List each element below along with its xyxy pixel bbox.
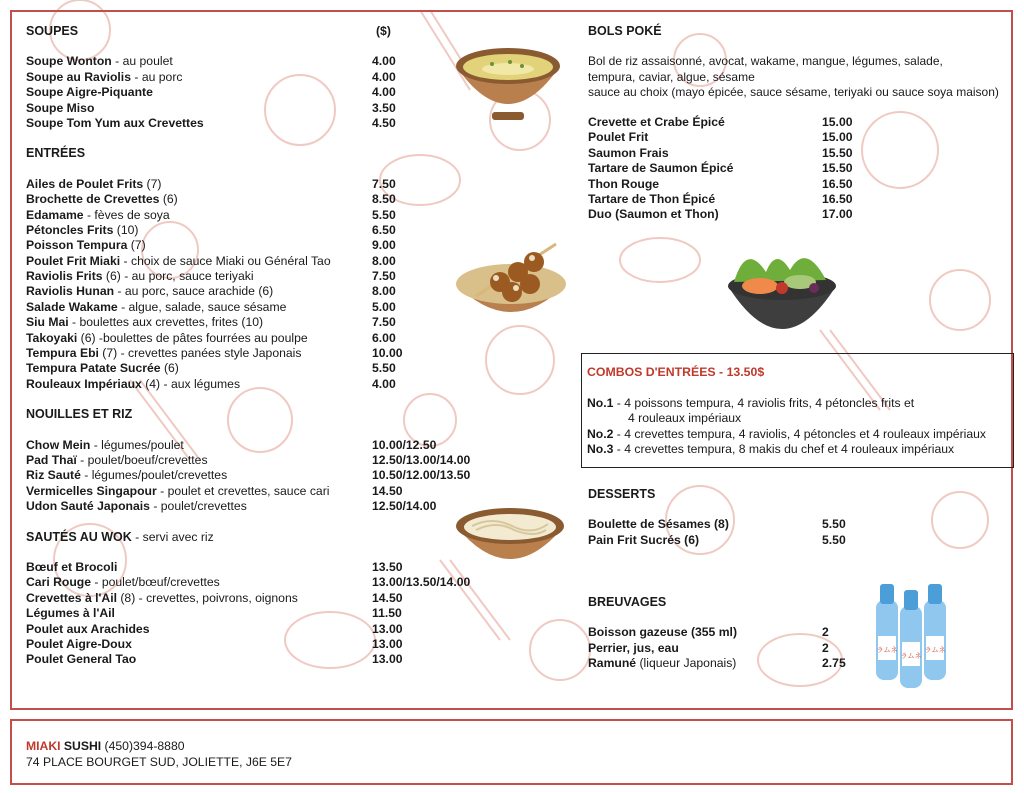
menu-item [26, 116, 486, 131]
menu-item-name: Tartare de Saumon Épicé [588, 161, 734, 176]
menu-item [588, 517, 888, 532]
svg-text:ラムネ: ラムネ [924, 646, 946, 654]
entrees-list [26, 177, 486, 392]
menu-item-name: Udon Sauté Japonais [26, 499, 150, 514]
menu-item-description: (8) - crevettes, poivrons, oignons [116, 590, 298, 605]
svg-text:ラムネ: ラムネ [900, 652, 922, 660]
menu-item-price: 5.50 [822, 532, 846, 547]
menu-item-description: - poulet/bœuf/crevettes [91, 575, 220, 590]
menu-item [26, 484, 486, 499]
menu-item-name: Crevettes à l'Ail [26, 590, 117, 605]
menu-item-price: 7.50 [372, 269, 396, 284]
menu-item-name: Soupe Tom Yum aux Crevettes [26, 115, 204, 130]
section-title-breuvages: BREUVAGES [588, 595, 667, 609]
section-title-entrees: ENTRÉES [26, 146, 86, 161]
poke-desc-line: tempura, caviar, algue, sésame [588, 69, 755, 84]
menu-item-price: 4.00 [372, 69, 396, 84]
menu-item-name: Ailes de Poulet Frits [26, 176, 144, 191]
menu-item-name: Raviolis Hunan [26, 284, 115, 299]
menu-item-name: Edamame [26, 207, 84, 222]
desserts-list [588, 517, 888, 548]
menu-item [26, 361, 486, 376]
menu-item-name: Saumon Frais [588, 145, 669, 160]
menu-item-description: - légumes/poulet/crevettes [80, 468, 228, 483]
menu-item [26, 254, 486, 269]
menu-item-price: 4.00 [372, 376, 396, 391]
wok-list [26, 560, 486, 668]
brand-suffix: SUSHI [60, 739, 102, 753]
combo-item: No.2 - 4 crevettes tempura, 4 raviolis, 4 pétoncles et 4 rouleaux impériaux [587, 427, 986, 441]
menu-item-price: 10.00 [372, 346, 403, 361]
desserts-section [588, 487, 888, 548]
menu-item-price: 15.00 [822, 115, 853, 129]
menu-item [588, 207, 1008, 222]
menu-item-name: Boisson gazeuse (355 ml) [588, 625, 738, 640]
menu-item [26, 468, 486, 483]
menu-item-description: - algue, salade, sauce sésame [117, 299, 287, 314]
menu-item [26, 560, 486, 575]
nouilles-list [26, 438, 486, 515]
menu-item [26, 622, 486, 637]
menu-item [26, 575, 486, 590]
menu-item-price: 2 [822, 640, 829, 655]
menu-item-description: - choix de sauce Miaki ou Général Tao [120, 253, 331, 268]
footer-address: 74 PLACE BOURGET SUD, JOLIETTE, J6E 5E7 [26, 755, 292, 769]
menu-item-price: 15.00 [822, 130, 853, 145]
wok-subtitle: - servi avec riz [131, 529, 214, 544]
menu-item [588, 130, 1008, 145]
menu-item-price: 5.50 [822, 517, 846, 532]
menu-item-price: 13.00 [372, 636, 403, 651]
menu-item-price: 14.50 [372, 590, 403, 605]
menu-item-price: 6.50 [372, 222, 396, 237]
menu-item [26, 438, 486, 453]
menu-item-price: 8.00 [372, 253, 396, 268]
menu-item-name: Pad Thaï [26, 452, 77, 467]
soupes-header [26, 24, 486, 39]
menu-item [588, 656, 888, 671]
menu-item-description: (7) - crevettes panées style Japonais [98, 346, 302, 361]
menu-item-description: - au porc [130, 69, 183, 84]
menu-item [588, 115, 1008, 130]
combo-item-continued: 4 rouleaux impériaux [628, 411, 742, 425]
phone-number: (450)394-8880 [101, 739, 185, 753]
menu-item-name: Bœuf et Brocoli [26, 559, 118, 574]
menu-item [588, 192, 1008, 207]
menu-item-price: 14.50 [372, 483, 403, 498]
menu-item-name: Salade Wakame [26, 299, 118, 314]
menu-item-name: Rouleaux Impériaux [26, 376, 142, 391]
menu-item [588, 177, 1008, 192]
menu-item [26, 192, 486, 207]
menu-item-name: Perrier, jus, eau [588, 640, 679, 655]
svg-text:ラムネ: ラムネ [876, 646, 898, 654]
breuvages-list [588, 625, 888, 671]
currency-label: ($) [376, 24, 391, 38]
menu-item-name: Raviolis Frits [26, 269, 103, 284]
menu-item-price: 7.50 [372, 176, 396, 191]
soup-bowl-icon [452, 42, 564, 126]
menu-item-price: 17.00 [822, 207, 853, 222]
section-title-poke: BOLS POKÉ [588, 24, 662, 38]
menu-item [26, 101, 486, 116]
menu-item-name: Pain Frit Sucrés (6) [588, 532, 700, 547]
menu-item-name: Ramuné [588, 656, 637, 671]
menu-item-price: 4.00 [372, 54, 396, 69]
ramune-bottles-icon [870, 580, 954, 692]
menu-item [26, 223, 486, 238]
menu-item-price: 16.50 [822, 191, 853, 206]
menu-item-price: 15.50 [822, 145, 853, 160]
menu-item [26, 346, 486, 361]
menu-item-name: Pétoncles Frits [26, 222, 114, 237]
menu-item-price: 13.00/13.50/14.00 [372, 575, 471, 590]
menu-item-description: (7) [127, 238, 146, 253]
menu-item-price: 2.75 [822, 656, 846, 671]
menu-item [26, 208, 486, 223]
menu-item [588, 161, 1008, 176]
menu-item-price: 10.50/12.00/13.50 [372, 468, 471, 483]
menu-item [588, 146, 1008, 161]
section-title-desserts: DESSERTS [588, 487, 656, 501]
menu-item-price: 7.50 [372, 315, 396, 330]
menu-item-description: (6) [159, 192, 178, 207]
menu-item-name: Cari Rouge [26, 575, 92, 590]
menu-item-name: Poulet aux Arachides [26, 621, 150, 636]
menu-item-name: Chow Mein [26, 437, 91, 452]
menu-item-price: 10.00/12.50 [372, 437, 437, 452]
poke-bowl-icon [726, 242, 838, 342]
menu-item [26, 377, 486, 392]
menu-item-description: - fèves de soya [83, 207, 170, 222]
menu-item-name: Poulet Frit Miaki [26, 253, 121, 268]
menu-item-price: 3.50 [372, 100, 396, 115]
menu-item-price: 9.00 [372, 238, 396, 253]
section-title-soupes: SOUPES [26, 24, 79, 38]
menu-item [26, 269, 486, 284]
menu-item-description: - au porc, sauce arachide (6) [114, 284, 274, 299]
menu-item-name: Soupe Wonton [26, 54, 112, 69]
menu-item-description: - au poulet [111, 54, 173, 69]
menu-item-name: Riz Sauté [26, 468, 81, 483]
menu-item [26, 85, 486, 100]
right-column [588, 24, 1008, 223]
menu-item-name: Duo (Saumon et Thon) [588, 207, 719, 222]
menu-item [26, 453, 486, 468]
menu-item-price: 11.50 [372, 606, 402, 621]
menu-item-name: Poulet Frit [588, 130, 649, 145]
menu-item [26, 300, 486, 315]
menu-item-description: - poulet/boeuf/crevettes [76, 452, 208, 467]
menu-item-description: - boulettes aux crevettes, frites (10) [68, 315, 264, 330]
menu-item-description: - poulet/crevettes [149, 499, 247, 514]
menu-item-price: 5.50 [372, 207, 396, 222]
menu-item [26, 54, 486, 69]
menu-item-description: - poulet et crevettes, sauce cari [156, 483, 330, 498]
menu-item [26, 284, 486, 299]
menu-item-name: Tempura Ebi [26, 346, 99, 361]
menu-item-description: - légumes/poulet [90, 437, 184, 452]
combo-item: No.1 - 4 poissons tempura, 4 raviolis frits, 4 pétoncles frits et [587, 396, 915, 410]
left-column [26, 24, 486, 668]
breuvages-section [588, 595, 888, 672]
footer-contact [26, 739, 185, 753]
menu-item-name: Poulet General Tao [26, 652, 137, 667]
menu-item-description: (10) [113, 222, 139, 237]
menu-item [26, 652, 486, 667]
menu-item-price: 15.50 [822, 161, 853, 176]
menu-item-price: 13.00 [372, 621, 403, 636]
soupes-list [26, 54, 486, 131]
menu-item-price: 5.00 [372, 299, 396, 314]
menu-item [26, 238, 486, 253]
menu-item [26, 606, 486, 621]
menu-item-price: 6.00 [372, 330, 396, 345]
menu-item-name: Soupe au Raviolis [26, 69, 131, 84]
noodle-bowl-icon [452, 502, 568, 574]
menu-item-price: 16.50 [822, 176, 853, 191]
menu-item-name: Soupe Aigre-Piquante [26, 85, 153, 100]
menu-item-description: (7) [143, 176, 162, 191]
menu-item-price: 8.00 [372, 284, 396, 299]
menu-item [26, 637, 486, 652]
menu-item [588, 625, 888, 640]
menu-item-name: Poulet Aigre-Doux [26, 636, 132, 651]
menu-item-name: Poisson Tempura [26, 238, 128, 253]
brand-name: MIAKI [26, 739, 61, 753]
menu-item [26, 70, 486, 85]
menu-item-price: 12.50/13.00/14.00 [372, 452, 471, 467]
combos-title: COMBOS D'ENTRÉES - 13.50$ [587, 365, 765, 379]
menu-item [26, 331, 486, 346]
menu-item [588, 533, 888, 548]
menu-item [26, 499, 486, 514]
menu-item [26, 591, 486, 606]
takoyaki-bowl-icon [452, 240, 570, 324]
menu-item-description: (6) -boulettes de pâtes fourrées au poulpe [77, 330, 308, 345]
poke-description [588, 54, 1008, 100]
menu-item-name: Crevette et Crabe Épicé [588, 115, 725, 129]
menu-item-name: Vermicelles Singapour [26, 483, 157, 498]
menu-item-price: 4.50 [372, 115, 396, 130]
menu-item-price: 13.00 [372, 652, 403, 667]
menu-item-price: 5.50 [372, 361, 396, 376]
menu-item-price: 12.50/14.00 [372, 499, 437, 514]
menu-item-name: Soupe Miso [26, 100, 95, 115]
menu-item-name: Boulette de Sésames (8) [588, 517, 729, 532]
menu-item-price: 8.50 [372, 192, 396, 207]
menu-item-price: 2 [822, 625, 829, 640]
poke-list [588, 115, 1008, 223]
menu-item-name: Brochette de Crevettes [26, 192, 160, 207]
menu-item-name: Thon Rouge [588, 176, 660, 191]
combos-box [581, 353, 1014, 468]
menu-item-price: 13.50 [372, 559, 403, 574]
menu-item-description: (6) - au porc, sauce teriyaki [102, 269, 254, 284]
menu-item-name: Siu Mai [26, 315, 69, 330]
menu-item-price: 4.00 [372, 85, 396, 100]
poke-desc-line: Bol de riz assaisonné, avocat, wakame, mangue, légumes, salade, [588, 54, 943, 69]
menu-item [588, 641, 888, 656]
menu-item-name: Tartare de Thon Épicé [588, 191, 716, 206]
menu-item-name: Takoyaki [26, 330, 78, 345]
menu-item [26, 177, 486, 192]
section-title-wok: SAUTÉS AU WOK [26, 529, 132, 544]
section-title-nouilles: NOUILLES ET RIZ [26, 407, 133, 422]
menu-item-name: Légumes à l'Ail [26, 606, 115, 621]
poke-desc-line: sauce au choix (mayo épicée, sauce sésame, teriyaki ou sauce soya maison) [588, 84, 999, 99]
combo-item: No.3 - 4 crevettes tempura, 8 makis du chef et 4 rouleaux impériaux [587, 442, 955, 456]
menu-item-description: (liqueur Japonais) [636, 656, 737, 671]
menu-item-name: Tempura Patate Sucrée [26, 361, 161, 376]
menu-item-description: (6) [160, 361, 179, 376]
menu-item-description: (4) - aux légumes [141, 376, 241, 391]
menu-item [26, 315, 486, 330]
